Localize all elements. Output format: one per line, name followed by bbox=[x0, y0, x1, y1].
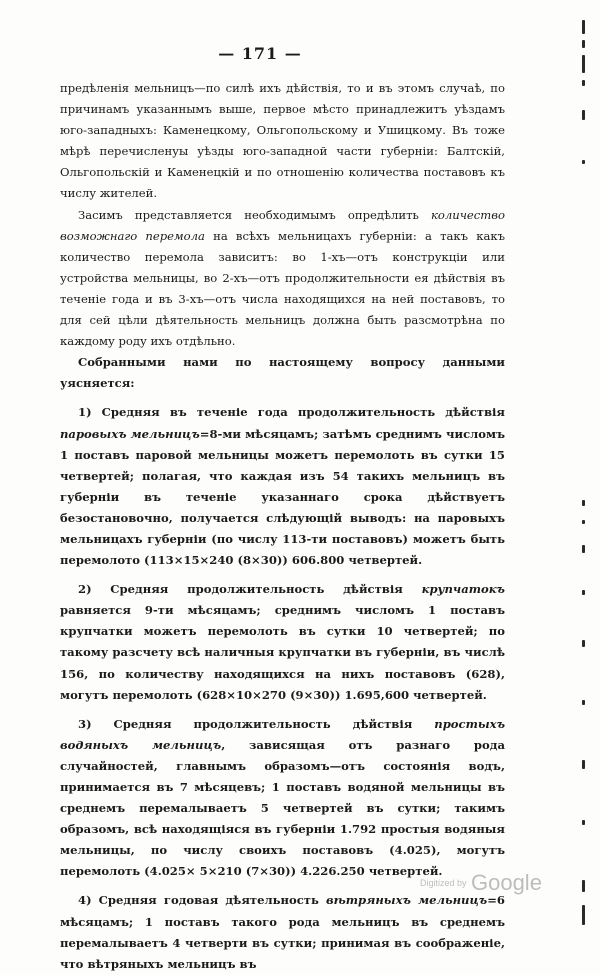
text-run: на всѣхъ мельницахъ губерніи: а такъ какъ количество перемола зависитъ: во 1-хъ—отъ конструкціи или устройства мельницы, во 2-хъ—отъ продолжительности ея дѣйствія въ теченіе года и въ 3-хъ—отъ числа находящихся на ней поставовъ, то для сей цѣли дѣятельность мельницъ должна быть разсмотрѣна по каждому роду ихъ отдѣльно. bbox=[60, 228, 505, 349]
body-text bbox=[60, 78, 505, 975]
text-run: 1) Средняя въ теченіе года продолжительность дѣйствія bbox=[78, 405, 505, 420]
text-run: =8-ми мѣсяцамъ; затѣмъ среднимъ числомъ 1 поставъ паровой мельницы можетъ перемолоть въ сутки 15 четвертей; полагая, что каждая изъ 54 такихъ мельницъ въ губерніи въ теченіе указаннаго срока дѣйствуетъ безостановочно, получается слѣдующій выводъ: на паровыхъ мельницахъ губерніи (по числу 113-ти поставовъ) можетъ быть перемолото (113×15×240 (8×30)) 606.800 четвертей. bbox=[60, 426, 506, 568]
google-watermark bbox=[420, 870, 542, 896]
text-run: 2) Средняя продолжительность дѣйствія bbox=[78, 582, 422, 597]
text-run: , зависящая отъ разнаго рода случайностей, главнымъ образомъ—отъ состоянія водъ, принимается въ 7 мѣсяцевъ; 1 поставъ водяной мельницы въ среднемъ перемалываетъ 5 четвертей въ сутки; такимъ образомъ, всѣ находящіяся въ губерніи 1.792 простыя водяныя мельницы, по числу своихъ поставовъ (4.025), могутъ перемолоть (4.025× 5×210 (7×30)) 4.226.250 четвертей. bbox=[60, 737, 505, 879]
scan-edge-marks bbox=[576, 0, 592, 937]
page-number: — 171 — bbox=[218, 44, 302, 63]
italic-term: простыхъ водяныхъ мельницъ bbox=[60, 716, 505, 752]
text-run: =6 мѣсяцамъ; 1 поставъ такого рода мельницъ въ среднемъ перемалываетъ 4 четверти въ сутки; принимая въ соображеніе, что вѣтряныхъ мельницъ въ bbox=[60, 893, 505, 971]
paragraph-p1 bbox=[60, 78, 505, 205]
text-run: равняется 9-ти мѣсяцамъ; среднимъ числомъ 1 поставъ крупчатки можетъ перемолоть въ сутки 10 четвертей; по такому разсчету всѣ наличныя крупчатки въ губерніи, въ числѣ 156, по количеству находящихся на нихъ поставовъ (628), могутъ перемолоть (628×10×270 (9×30)) 1.695,600 четвертей. bbox=[60, 603, 505, 702]
google-logo: Google bbox=[470, 870, 542, 895]
text-run: 4) Средняя годовая дѣятельность bbox=[78, 893, 326, 908]
text-run: Собранными нами по настоящему вопросу данными уясняется: bbox=[60, 355, 505, 391]
paragraph-p7 bbox=[60, 890, 505, 974]
italic-term: вѣтряныхъ мельницъ bbox=[325, 893, 488, 908]
paragraph-p5 bbox=[60, 579, 505, 706]
italic-term: паровыхъ мельницъ bbox=[60, 426, 200, 441]
paragraph-p3 bbox=[60, 352, 505, 394]
italic-term: крупчатокъ bbox=[421, 582, 505, 597]
text-run: Засимъ представляется необходимымъ опредѣлить bbox=[78, 207, 431, 222]
paragraph-p2 bbox=[60, 205, 505, 353]
paragraph-p6 bbox=[60, 714, 505, 883]
italic-term: количество возможнаго перемола bbox=[60, 207, 505, 243]
watermark-prefix: Digitized by bbox=[420, 878, 467, 888]
paragraph-p4 bbox=[60, 402, 505, 571]
text-run: 3) Средняя продолжительность дѣйствія bbox=[78, 716, 435, 731]
text-run: предѣленія мельницъ—по силѣ ихъ дѣйствія, то и въ этомъ случаѣ, по причинамъ указаннымъ выше, первое мѣсто принадлежитъ уѣздамъ юго-западныхъ: Каменецкому, Ольгопольскому и Ушицкому. Въ тоже мѣрѣ перечисленуы уѣзды юго-западной части губерніи: Балтскій, Ольгопольскій и Каменецкій и по отношенію количества поставовъ къ числу жителей. bbox=[60, 81, 505, 201]
